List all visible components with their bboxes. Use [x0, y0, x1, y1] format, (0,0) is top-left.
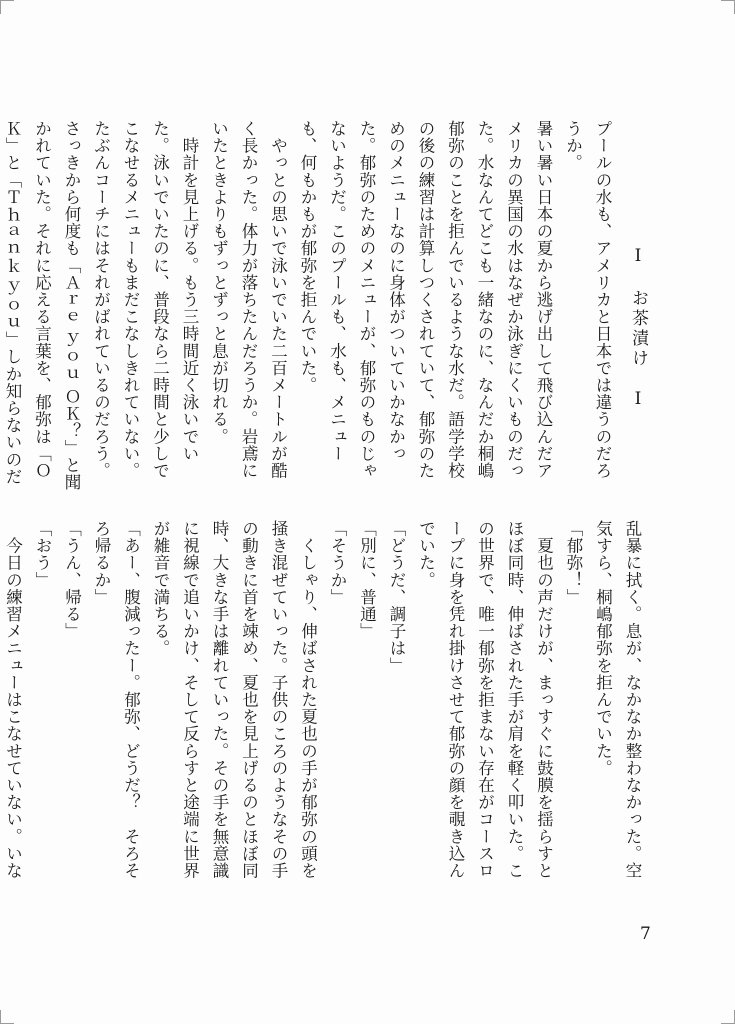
upper-text-block: プールの水も、アメリカと日本では違うのだろうか。 暑い暑い日本の夏から逃げ出して飛び込んだアメリカの異国の水はなぜか泳ぎにくいものだった。水なんてどこも一緒なのに、なんだか桐嶋郁弥のことを拒んでいるような水だ。語学学校の後の練習は計算しつくされていて、郁弥のためのメニューなのに身体がついていかなかった。郁弥のためのメニューが、郁弥のものじゃないようだ。このプールも、水も、メニューも、何もかもが郁弥を拒んでいた。 やっとの思いで泳いでいた二百メートルが酷く長かった。体力が落ちたんだろうか。岩鳶にいたときよりもずっとずっと息が切れる。 時計を見上げる。もう三時間近く泳いでいた。泳いでいたのに、普段なら二時間と少しでこなせるメニューもまだこなしきれていない。たぶんコーチにはそれがばれているのだろう。さっきから何度も「Ａｒｅ ｙｏｕ ＯＫ？」と聞かれていた。それに応える言葉を、郁弥は「ＯＫ」と「Ｔｈａｎｋ ｙｏｕ」しか知らないのだ [3, 120, 612, 491]
crop-mark-top-left [0, 0, 1, 14]
crop-mark-top-left-h [0, 0, 14, 1]
page-number: 7 [640, 924, 651, 944]
crop-mark-bottom-left [0, 1010, 1, 1024]
lower-text-block: 乱暴に拭く。息が、なかなか整わなかった。空気すら、桐嶋郁弥を拒んでいた。 「郁弥！」 夏也の声だけが、まっすぐに鼓膜を揺らすとほぼ同時、伸ばされた手が肩を軽く叩いた。この世界で、唯一郁弥を拒まない存在がコースロープに身を凭れ掛けさせて郁弥の顔を覗き込んでいた。 「どうだ、調子は」 「別に、普通」 「そうか」 くしゃり、伸ばされた夏也の手が郁弥の頭を掻き混ぜていった。子供のころのようなその手の動きに首を竦め、夏也を見上げるのとほぼ同時、大きな手は離れていった。その手を無意識に視線で追いかけ、そして反らすと途端に世界が雑音で満ちる。 「あー、腹減ったー。郁弥、どうだ？ そろそろ帰るか」 「うん、帰る」 「おう」 今日の練習メニューはこなせていない。いな [3, 520, 642, 880]
crop-mark-top-right-h [721, 0, 735, 1]
chapter-heading: Ⅰ お茶漬け Ⅰ [628, 246, 648, 412]
